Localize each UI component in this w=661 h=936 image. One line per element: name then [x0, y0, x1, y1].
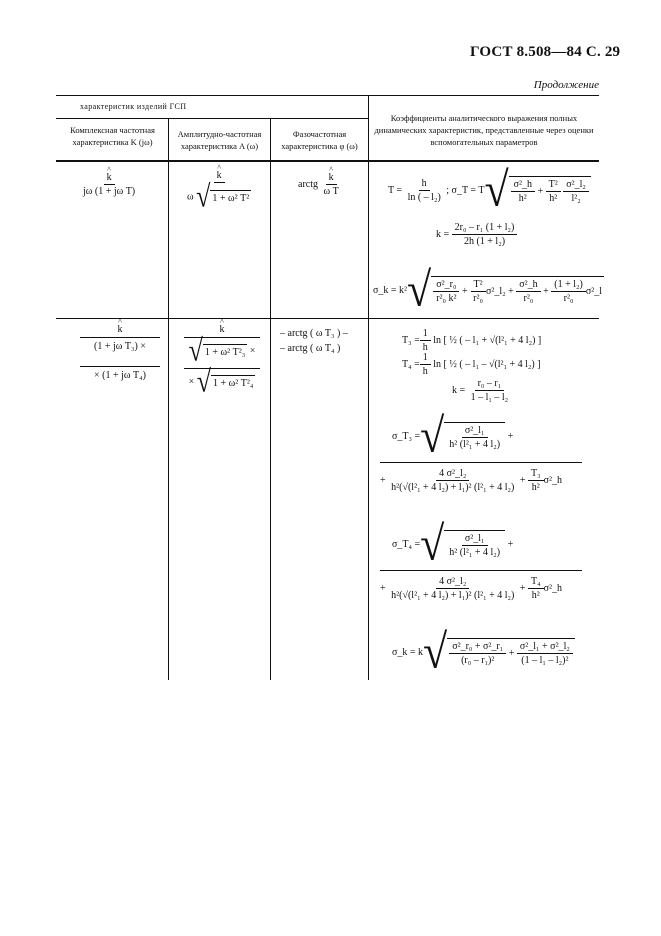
row2-sigma-k-formula: σ_k = k √ $\frac{\text{σ²\_r₀ + σ²\_r₁}}{\text{(r₀ – r₁)²}}$ + $\frac{\text{σ²\_l₁ + σ²\_l₂}}{\text{(1 – l₁ – l₂)²}}$ — [392, 630, 575, 674]
row1-k-formula: k = $\frac{\text{2r₀ – r₁ (1 + l₂)}}{\text{2h (1 + l₂)}}$ — [436, 222, 517, 247]
row1-T-formula: T = $\frac{h}{\text{ln ( – l₂)}}$ ; σ_T = T √ $\frac{\text{σ²\_h}}{\text{h²}}$ + $\frac{\text{T²}}{\text{h²}}$ $\frac{\text{σ²\_l₂}}{\text{l²₂}}$ — [388, 168, 591, 212]
table-top-rule — [56, 95, 599, 96]
row2-sigma-T4-part1: σ_T₄ = √ $\frac{\text{σ²\_l₁}}{\text{h² (l²₁ + 4 l₂)}}$ + — [392, 516, 514, 571]
group-header-rule — [56, 118, 368, 119]
row-divider — [56, 318, 599, 319]
col1-header: Комплексная частотная характеристика K (jω) — [70, 125, 155, 147]
document-reference: ГОСТ 8.508—84 С. 29 — [470, 44, 621, 60]
row1-amplitude-formula: ^ k ω √ 1 + ω² T² — [184, 170, 254, 210]
row2-sigma-T4-vinculum — [380, 570, 582, 571]
col-divider-3 — [270, 118, 271, 680]
row2-amplitude-formula: ^ k √ 1 + ω² T²₃ × × √ 1 + ω² T²₄ — [184, 324, 260, 395]
row1-sigma-k-formula: σ_k = k² √ $\frac{\text{σ²\_r₀}}{\text{r²₀ k²}}$ + $\frac{\text{T²}}{\text{r²₀}}$ σ²_l₂ + $\frac{\text{σ²\_h}}{\text{r²₀}}$ + $\frac{\text{(1 + l₂)}}{\text{r²₀}}$ σ²_l — [373, 262, 603, 317]
row2-k-formula: k = $\frac{\text{r₀ – r₁}}{\text{1 – l₁ – l₂}}$ — [452, 378, 509, 403]
row2-sigma-T3-vinculum — [380, 462, 582, 463]
row2-sigma-T4-part2: + $\frac{\text{4 σ²\_l₂}}{\text{h²(√(l²₁ + 4 l₂) + l₁)² (l²₁ + 4 l₂)}}$ + $\frac{\text{T₄}}{\text{h²}}$ σ²_h — [380, 576, 562, 601]
col-divider-2 — [168, 118, 169, 680]
col-divider-right — [368, 95, 369, 680]
header-bottom-rule — [56, 160, 599, 162]
right-column-header: Коэффициенты аналитического выражения полных динамических характеристик, представленные через оценки вспомогательных параметров — [374, 113, 594, 147]
row2-sigma-T3-part1: σ_T₃ = √ $\frac{\text{σ²\_l₁}}{\text{h² (l²₁ + 4 l₂)}}$ + — [392, 408, 514, 463]
continuation-label: Продолжение — [533, 79, 599, 91]
row2-phase-formula: – arctg ( ω T₃ ) – – arctg ( ω T₄ ) — [280, 328, 348, 354]
row1-phase-formula: arctg ^ $\frac{k}{\text{ω T}}$ — [298, 172, 342, 197]
row2-T4-formula: T₄ = $\frac{1}{h}$ ln [ ½ ( – l₁ – √(l²₁ + 4 l₂) ] — [402, 352, 541, 377]
row1-kjw-formula: ^ $\frac{k}{\text{jω (1 + jω T)}}$ — [80, 172, 138, 197]
row2-sigma-T3-part2: + $\frac{\text{4 σ²\_l₂}}{\text{h²(√(l²₁ + 4 l₂) + l₁)² (l²₁ + 4 l₂)}}$ + $\frac{\text{T₃}}{\text{h²}}$ σ²_h — [380, 468, 562, 493]
row2-T3-formula: T₃ = $\frac{1}{h}$ ln [ ½ ( – l₁ + √(l²₁ + 4 l₂) ] — [402, 328, 542, 353]
group-header: характеристик изделий ГСП — [80, 102, 187, 111]
col3-header: Фазочастотная характеристика φ (ω) — [281, 129, 358, 151]
col2-header: Амплитудно-частотная характеристика A (ω) — [177, 129, 262, 151]
row2-kjw-formula: ^ k (1 + jω T₃) × × (1 + jω T₄) — [80, 324, 160, 381]
